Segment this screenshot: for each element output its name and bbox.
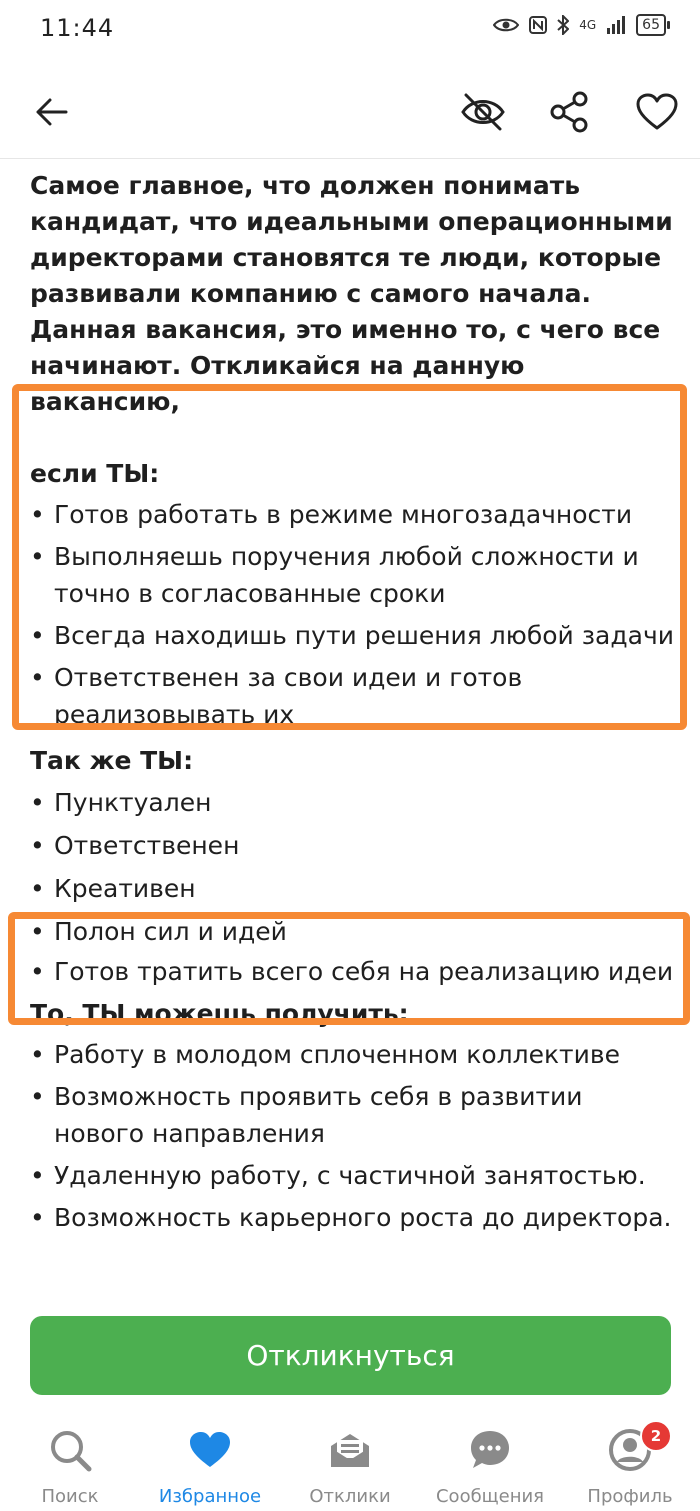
status-bar: [0, 0, 700, 58]
benefits-list: [30, 1036, 680, 1236]
envelope-icon: [328, 1430, 372, 1470]
bottom-navigation: [0, 1410, 700, 1511]
list-item: • Выполняешь поручения любой сложности и точно в согласованные сроки: [30, 538, 680, 612]
list-item: • Возможность карьерного роста до директора.: [30, 1199, 680, 1236]
list-item: • Полон сил и идей: [30, 910, 680, 953]
nav-item-responses[interactable]: [280, 1410, 420, 1511]
status-time: 11:44: [40, 14, 115, 42]
notification-badge: 2: [640, 1420, 672, 1452]
nav-label: Сообщения: [435, 1486, 545, 1507]
nav-label: Избранное: [158, 1486, 262, 1507]
list-item: • Готов тратить всего себя на реализацию идеи: [30, 953, 680, 990]
nav-item-messages[interactable]: [420, 1410, 560, 1511]
list-item: • Готов работать в режиме многозадачности: [30, 496, 680, 533]
nav-item-profile[interactable]: [560, 1410, 700, 1511]
heart-icon: [189, 1431, 231, 1469]
list-item: • Ответственен за свои идеи и готов реализовывать их: [30, 659, 680, 733]
signal-icon: [606, 16, 626, 34]
nav-label: Отклики: [309, 1486, 391, 1507]
share-icon: [549, 91, 589, 133]
heart-outline-icon: [636, 93, 678, 131]
top-app-bar: [0, 70, 700, 159]
intro-text: Самое главное, что должен понимать кандидат, что идеальными операционными директорами становятся те люди, которые развивали компанию с самого начала. Данная вакансия, это именно то, с чего все начинают. Откликайся на данную вакансию,: [30, 171, 673, 416]
back-arrow-icon: [36, 98, 68, 126]
chat-icon: [468, 1428, 512, 1472]
network-type: 4G: [579, 18, 597, 32]
list-item: • Ответственен: [30, 824, 680, 867]
section-heading-benefits: То, ТЫ можешь получить:: [30, 999, 409, 1028]
bluetooth-icon: [557, 15, 569, 35]
list-item: • Удаленную работу, с частичной занятостью.: [30, 1157, 680, 1194]
back-button[interactable]: [28, 88, 76, 136]
vacancy-description: [30, 168, 680, 1236]
list-item: • Пунктуален: [30, 781, 680, 824]
search-icon: [48, 1428, 92, 1472]
status-icons: [493, 14, 666, 36]
qualities-list: [30, 781, 680, 990]
nav-label: Поиск: [41, 1486, 99, 1507]
requirements-list: [30, 496, 680, 733]
list-item: • Креативен: [30, 867, 680, 910]
list-item: • Всегда находишь пути решения любой задачи: [30, 617, 680, 654]
section-heading-qualities: Так же ТЫ:: [30, 746, 194, 775]
nav-label: Профиль: [587, 1486, 673, 1507]
nav-item-favorites[interactable]: [140, 1410, 280, 1511]
section-heading-requirements: если ТЫ:: [30, 459, 160, 488]
battery-indicator: 65: [636, 14, 666, 36]
eye-off-icon: [460, 92, 506, 132]
hide-button[interactable]: [455, 84, 511, 140]
list-item: • Работу в молодом сплоченном коллективе: [30, 1036, 680, 1073]
favorite-button[interactable]: [629, 84, 685, 140]
eye-icon: [493, 17, 519, 33]
respond-button[interactable]: Откликнуться: [30, 1316, 671, 1395]
list-item: • Возможность проявить себя в развитии нового направления: [30, 1078, 680, 1152]
share-button[interactable]: [541, 84, 597, 140]
nfc-icon: [529, 16, 547, 34]
nav-item-search[interactable]: [0, 1410, 140, 1511]
